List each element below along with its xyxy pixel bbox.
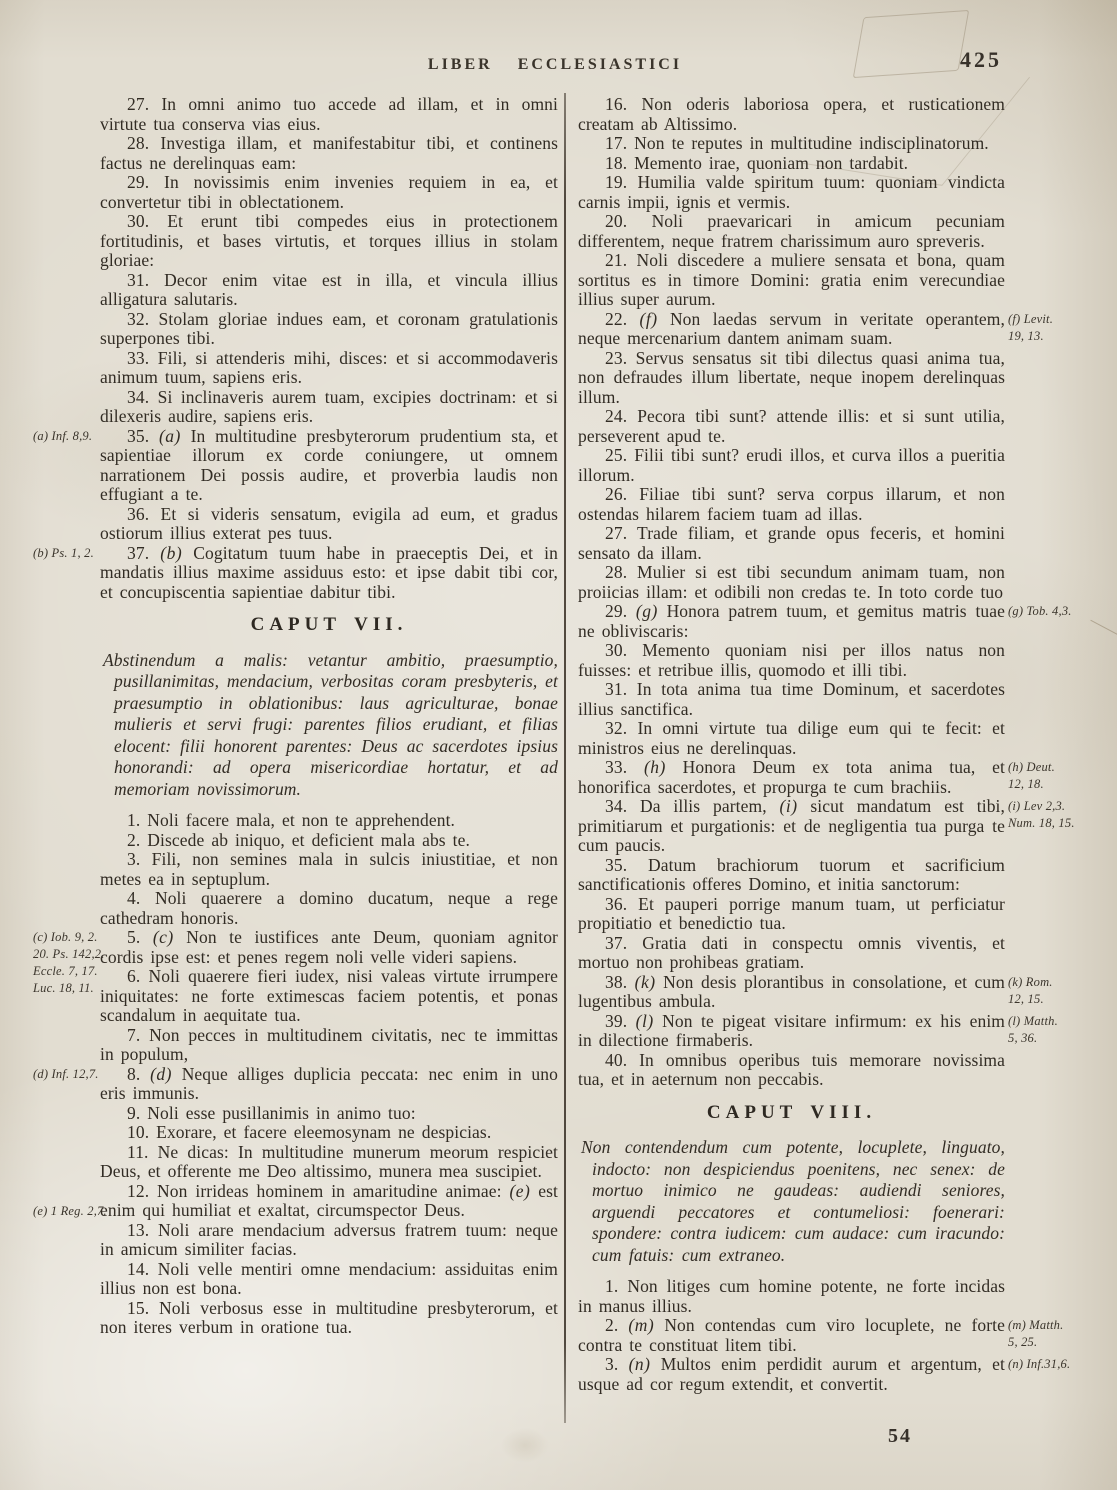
chapter-heading: CAPUT VII. xyxy=(250,614,408,635)
verse-paragraph: 35. Datum brachiorum tuorum et sacrificium sanctificationis offeres Domino, et initia sanctorum: xyxy=(578,854,1005,894)
verse-paragraph: 1. Noli facere mala, et non te apprehendent. xyxy=(127,810,456,830)
verse-paragraph: 2. (m) Non contendas cum viro locuplete, ne forte contra te constituat litem tibi. xyxy=(578,1315,1005,1355)
verse-paragraph: 23. Servus sensatus sit tibi dilectus quasi anima tua, non defraudes illum libertate, neque inopem derelinquas illum. xyxy=(578,347,1005,407)
text-column-left xyxy=(100,95,558,1338)
text-column-right xyxy=(578,95,1005,1394)
paper-scratch xyxy=(1090,620,1117,642)
verse-paragraph: 7. Non pecces in multitudinem civitatis, nec te immittas in populum, xyxy=(100,1024,558,1064)
verse-paragraph: 36. Et si videris sensatum, evigila ad eum, et gradus ostiorum illius exterat pes tuus. xyxy=(100,503,558,543)
verse-paragraph: 13. Noli arare mendacium adversus fratrem tuum: neque in amicum similiter facias. xyxy=(100,1219,558,1259)
verse-paragraph: 30. Memento quoniam nisi per illos natus non fuisses: et retribue illis, quomodo et illi tibi. xyxy=(578,640,1005,680)
verse-paragraph: 29. (g) Honora patrem tuum, et gemitus matris tuae ne obliviscaris: xyxy=(578,601,1005,641)
verse-paragraph: 11. Ne dicas: In multitudine munerum meorum respiciet Deus, et offerente me Deo altissimo, munera mea suscipiet. xyxy=(100,1141,558,1181)
verse-paragraph: 3. Fili, non semines mala in sulcis iniustitiae, et non metes ea in septuplum. xyxy=(100,849,558,889)
verse-paragraph: 24. Pecora tibi sunt? attende illis: et si sunt utilia, perseverent apud te. xyxy=(578,406,1005,446)
verse-paragraph: 29. In novissimis enim invenies requiem in ea, et convertetur tibi in oblectationem. xyxy=(100,172,558,212)
verse-paragraph: 9. Noli esse pusillanimis in animo tuo: xyxy=(127,1102,416,1123)
chapter-argument: Abstinendum a malis: vetantur ambitio, praesumptio, pusillanimitas, mendacium, verbositas coram presbyteris, et praesumptio in oblationibus: laus agriculturae, bonae mulieris et servi frugi: parentes filios erudiant, et filias elocent: filii honorent parentes: Deus ac sacerdotes ipsius honorandi: ad opera misericordiae hortatur, et ad memoriam novissimorum. xyxy=(103,649,558,799)
verse-paragraph: 40. In omnibus operibus tuis memorare novissima tua, et in aeternum non peccabis. xyxy=(578,1049,1005,1089)
page-number: 425 xyxy=(960,47,1002,72)
verse-paragraph: 1. Non litiges cum homine potente, ne forte incidas in manus illius. xyxy=(578,1276,1005,1316)
margin-reference: (l) Matth. 5, 36. xyxy=(1008,1014,1058,1045)
verse-paragraph: 16. Non oderis laboriosa opera, et rusticationem creatam ab Altissimo. xyxy=(578,94,1005,134)
verse-paragraph: 12. Non irrideas hominem in amaritudine animae: (e) est enim qui humiliat et exaltat, circumspector Deus. xyxy=(100,1180,558,1220)
margin-reference: (i) Lev 2,3. Num. 18, 15. xyxy=(1008,799,1075,830)
verse-paragraph: 32. In omni virtute tua dilige eum qui te fecit: et ministros eius ne derelinquas. xyxy=(578,718,1005,758)
verse-paragraph: 3. (n) Multos enim perdidit aurum et argentum, et usque ad cor regum extendit, et convertit. xyxy=(578,1354,1005,1394)
signature-mark: 54 xyxy=(888,1425,912,1447)
margin-reference: (g) Tob. 4,3. xyxy=(1008,604,1072,618)
verse-paragraph: 27. In omni animo tuo accede ad illam, et in omni virtute tua conserva vias eius. xyxy=(100,94,558,134)
margin-reference: (h) Deut. 12, 18. xyxy=(1008,760,1055,791)
verse-paragraph: 6. Noli quaerere fieri iudex, nisi valeas virtute irrumpere iniquitates: ne forte extimescas faciem potentis, et ponas scandalum in aequitate tua. xyxy=(100,966,558,1025)
margin-reference: (a) Inf. 8,9. xyxy=(33,429,93,443)
verse-paragraph: 30. Et erunt tibi compedes eius in protectionem fortitudinis, et bases virtutis, et torques illius in stolam gloriae: xyxy=(100,211,558,270)
verse-paragraph: 15. Noli verbosus esse in multitudine presbyterorum, et non iteres verbum in oratione tua. xyxy=(100,1297,558,1337)
verse-paragraph: 26. Filiae tibi sunt? serva corpus illarum, et non ostendas hilarem faciem tuam ad illas. xyxy=(578,484,1005,524)
verse-paragraph: 20. Noli praevaricari in amicum pecuniam differentem, neque fratrem charissimum auro spreveris. xyxy=(578,211,1005,251)
verse-paragraph: 32. Stolam gloriae indues eam, et coronam gratulationis superpones tibi. xyxy=(100,308,558,348)
verse-paragraph: 34. Da illis partem, (i) sicut mandatum est tibi, primitiarum et purgationis: et de negligentia tua purga te cum paucis. xyxy=(578,796,1005,855)
verse-paragraph: 33. (h) Honora Deum ex tota anima tua, et honorifica sacerdotes, et propurga te cum brachiis. xyxy=(578,757,1005,797)
verse-paragraph: 28. Mulier si est tibi secundum animam tuam, non proiicias illam: et odibili non credas te. In toto corde tuo xyxy=(578,562,1005,602)
verse-paragraph: 25. Filii tibi sunt? erudi illos, et curva illos a pueritia illorum. xyxy=(578,445,1005,485)
verse-paragraph: 37. Gratia dati in conspectu omnis viventis, et mortuo non prohibeas gratiam. xyxy=(578,932,1005,972)
chapter-heading: CAPUT VIII. xyxy=(706,1101,877,1123)
margin-reference: (d) Inf. 12,7. xyxy=(33,1067,99,1081)
verse-paragraph: 14. Noli velle mentiri omne mendacium: assiduitas enim illius non est bona. xyxy=(100,1258,558,1298)
verse-paragraph: 37. (b) Cogitatum tuum habe in praeceptis Dei, et in mandatis illius maxime assiduus esto: et ipse dabit tibi cor, et concupiscentia sapientiae dabitur tibi. xyxy=(100,542,558,602)
verse-paragraph: 31. Decor enim vitae est in illa, et vincula illius alligatura salutaris. xyxy=(100,269,558,309)
verse-paragraph: 18. Memento irae, quoniam non tardabit. xyxy=(605,152,909,173)
margin-reference: (f) Levit. 19, 13. xyxy=(1008,312,1054,343)
verse-paragraph: 31. In tota anima tua time Dominum, et sacerdotes illius sanctifica. xyxy=(578,679,1005,719)
verse-paragraph: 35. (a) In multitudine presbyterorum prudentium sta, et sapientiae illorum ex corde coniungere, ut omnem narrationem Dei possis audire, et proverbia laudis non effugiant a te. xyxy=(100,425,558,504)
margin-reference: (c) Iob. 9, 2. 20. Ps. 142,2. Eccle. 7, 17. Luc. 18, 11. xyxy=(33,930,105,995)
verse-paragraph: 28. Investiga illam, et manifestabitur tibi, et continens factus ne derelinquas eam: xyxy=(100,133,558,173)
verse-paragraph: 8. (d) Neque alliges duplicia peccata: nec enim in uno eris immunis. xyxy=(100,1063,558,1103)
running-header-title: LIBER ECCLESIASTICI xyxy=(427,56,683,73)
margin-reference: (n) Inf.31,6. xyxy=(1008,1357,1071,1371)
column-divider-rule xyxy=(564,93,566,1423)
verse-paragraph: 22. (f) Non laedas servum in veritate operantem, neque mercenarium dantem animam suam. xyxy=(578,308,1005,348)
verse-paragraph: 33. Fili, si attenderis mihi, disces: et si accommodaveris animum tuum, sapiens eris. xyxy=(100,347,558,387)
margin-reference: (m) Matth. 5, 25. xyxy=(1008,1318,1064,1349)
margin-reference: (k) Rom. 12, 15. xyxy=(1008,975,1053,1006)
margin-reference: (e) 1 Reg. 2,7. xyxy=(33,1203,107,1218)
verse-paragraph: 38. (k) Non desis plorantibus in consolatione, et cum lugentibus ambula. xyxy=(578,971,1005,1011)
verse-paragraph: 36. Et pauperi porrige manum tuam, ut perficiatur propitiatio et benedictio tua. xyxy=(578,893,1005,933)
verse-paragraph: 19. Humilia valde spiritum tuum: quoniam vindicta carnis impii, ignis et vermis. xyxy=(578,172,1005,212)
chapter-argument: Non contendendum cum potente, locuplete, linguato, indocto: non despiciendus poenitens, nec senex: de mortuo inimico ne gaudeas: audiendi seniores, arguendi peccatores et contumeliosi: foenerari: spondere: contra iudicem: cum audace: cum iracundo: cum fatuis: cum extraneo. xyxy=(581,1137,1005,1265)
verse-paragraph: 39. (l) Non te pigeat visitare infirmum: ex his enim in dilectione firmaberis. xyxy=(578,1010,1005,1050)
verse-paragraph: 10. Exorare, et facere eleemosynam ne despicias. xyxy=(127,1122,492,1142)
verse-paragraph: 4. Noli quaerere a domino ducatum, neque a rege cathedram honoris. xyxy=(100,888,558,928)
verse-paragraph: 34. Si inclinaveris aurem tuam, excipies doctrinam: et si dilexeris audire, sapiens eris. xyxy=(100,386,558,426)
margin-reference: (b) Ps. 1, 2. xyxy=(33,546,94,560)
verse-paragraph: 2. Discede ab iniquo, et deficient mala abs te. xyxy=(127,829,470,850)
verse-paragraph: 5. (c) Non te iustifices ante Deum, quoniam agnitor cordis ipse est: et penes regem noli velle videri sapiens. xyxy=(100,927,558,967)
verse-paragraph: 21. Noli discedere a muliere sensata et bona, quam sortitus es in timore Domini: gratia enim verecundiae illius super aurum. xyxy=(578,250,1005,309)
verse-paragraph: 17. Non te reputes in multitudine indisciplinatorum. xyxy=(605,133,989,153)
verse-paragraph: 27. Trade filiam, et grande opus feceris, et homini sensato da illam. xyxy=(578,523,1005,563)
